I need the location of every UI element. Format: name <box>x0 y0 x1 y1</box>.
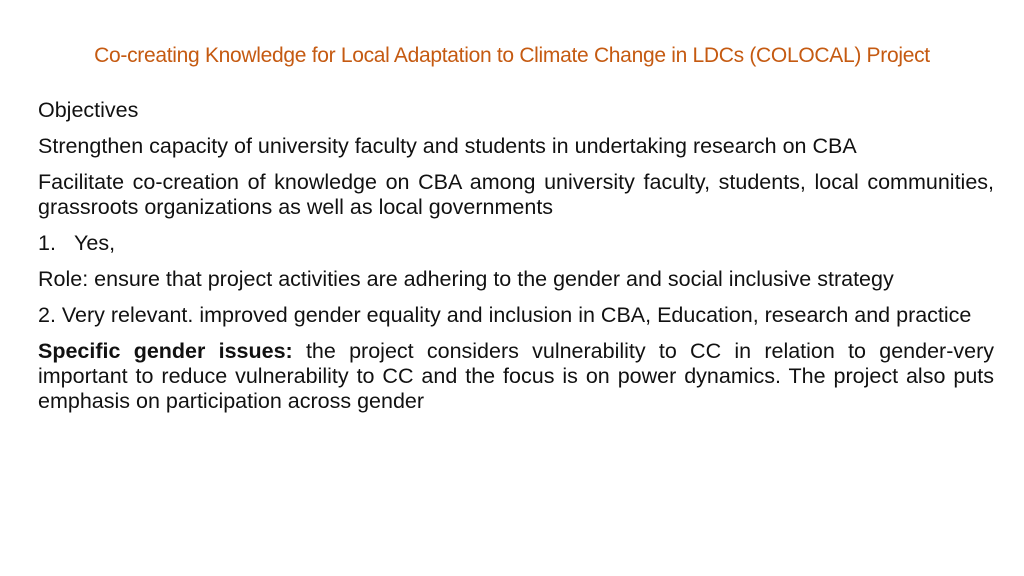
role-paragraph: Role: ensure that project activities are adhering to the gender and social inclusive strategy <box>38 267 894 291</box>
objective-capacity: Strengthen capacity of university faculty and students in undertaking research on CBA <box>38 134 857 158</box>
numbered-item-1 <box>38 231 994 256</box>
slide-content <box>38 98 994 425</box>
objective-co-creation: Facilitate co-creation of knowledge on CBA among university faculty, students, local communities, grassroots organizations as well as local governments <box>38 170 994 219</box>
objectives-heading: Objectives <box>38 98 139 122</box>
gender-issues-text: the project considers vulnerability to CC in relation to gender-very important to reduce vulnerability to CC and the focus is on power dynamics. The project also puts emphasis on participation across gender <box>38 339 994 413</box>
gender-issues-label: Specific gender issues: <box>38 339 293 363</box>
slide-title: Co-creating Knowledge for Local Adaptation to Climate Change in LDCs (COLOCAL) Project <box>94 44 930 67</box>
numbered-item-1-number: 1. <box>38 231 56 255</box>
relevance-paragraph: 2. Very relevant. improved gender equality and inclusion in CBA, Education, research and practice <box>38 303 972 327</box>
numbered-item-1-text: Yes, <box>74 231 116 255</box>
gender-issues-paragraph <box>38 339 994 414</box>
